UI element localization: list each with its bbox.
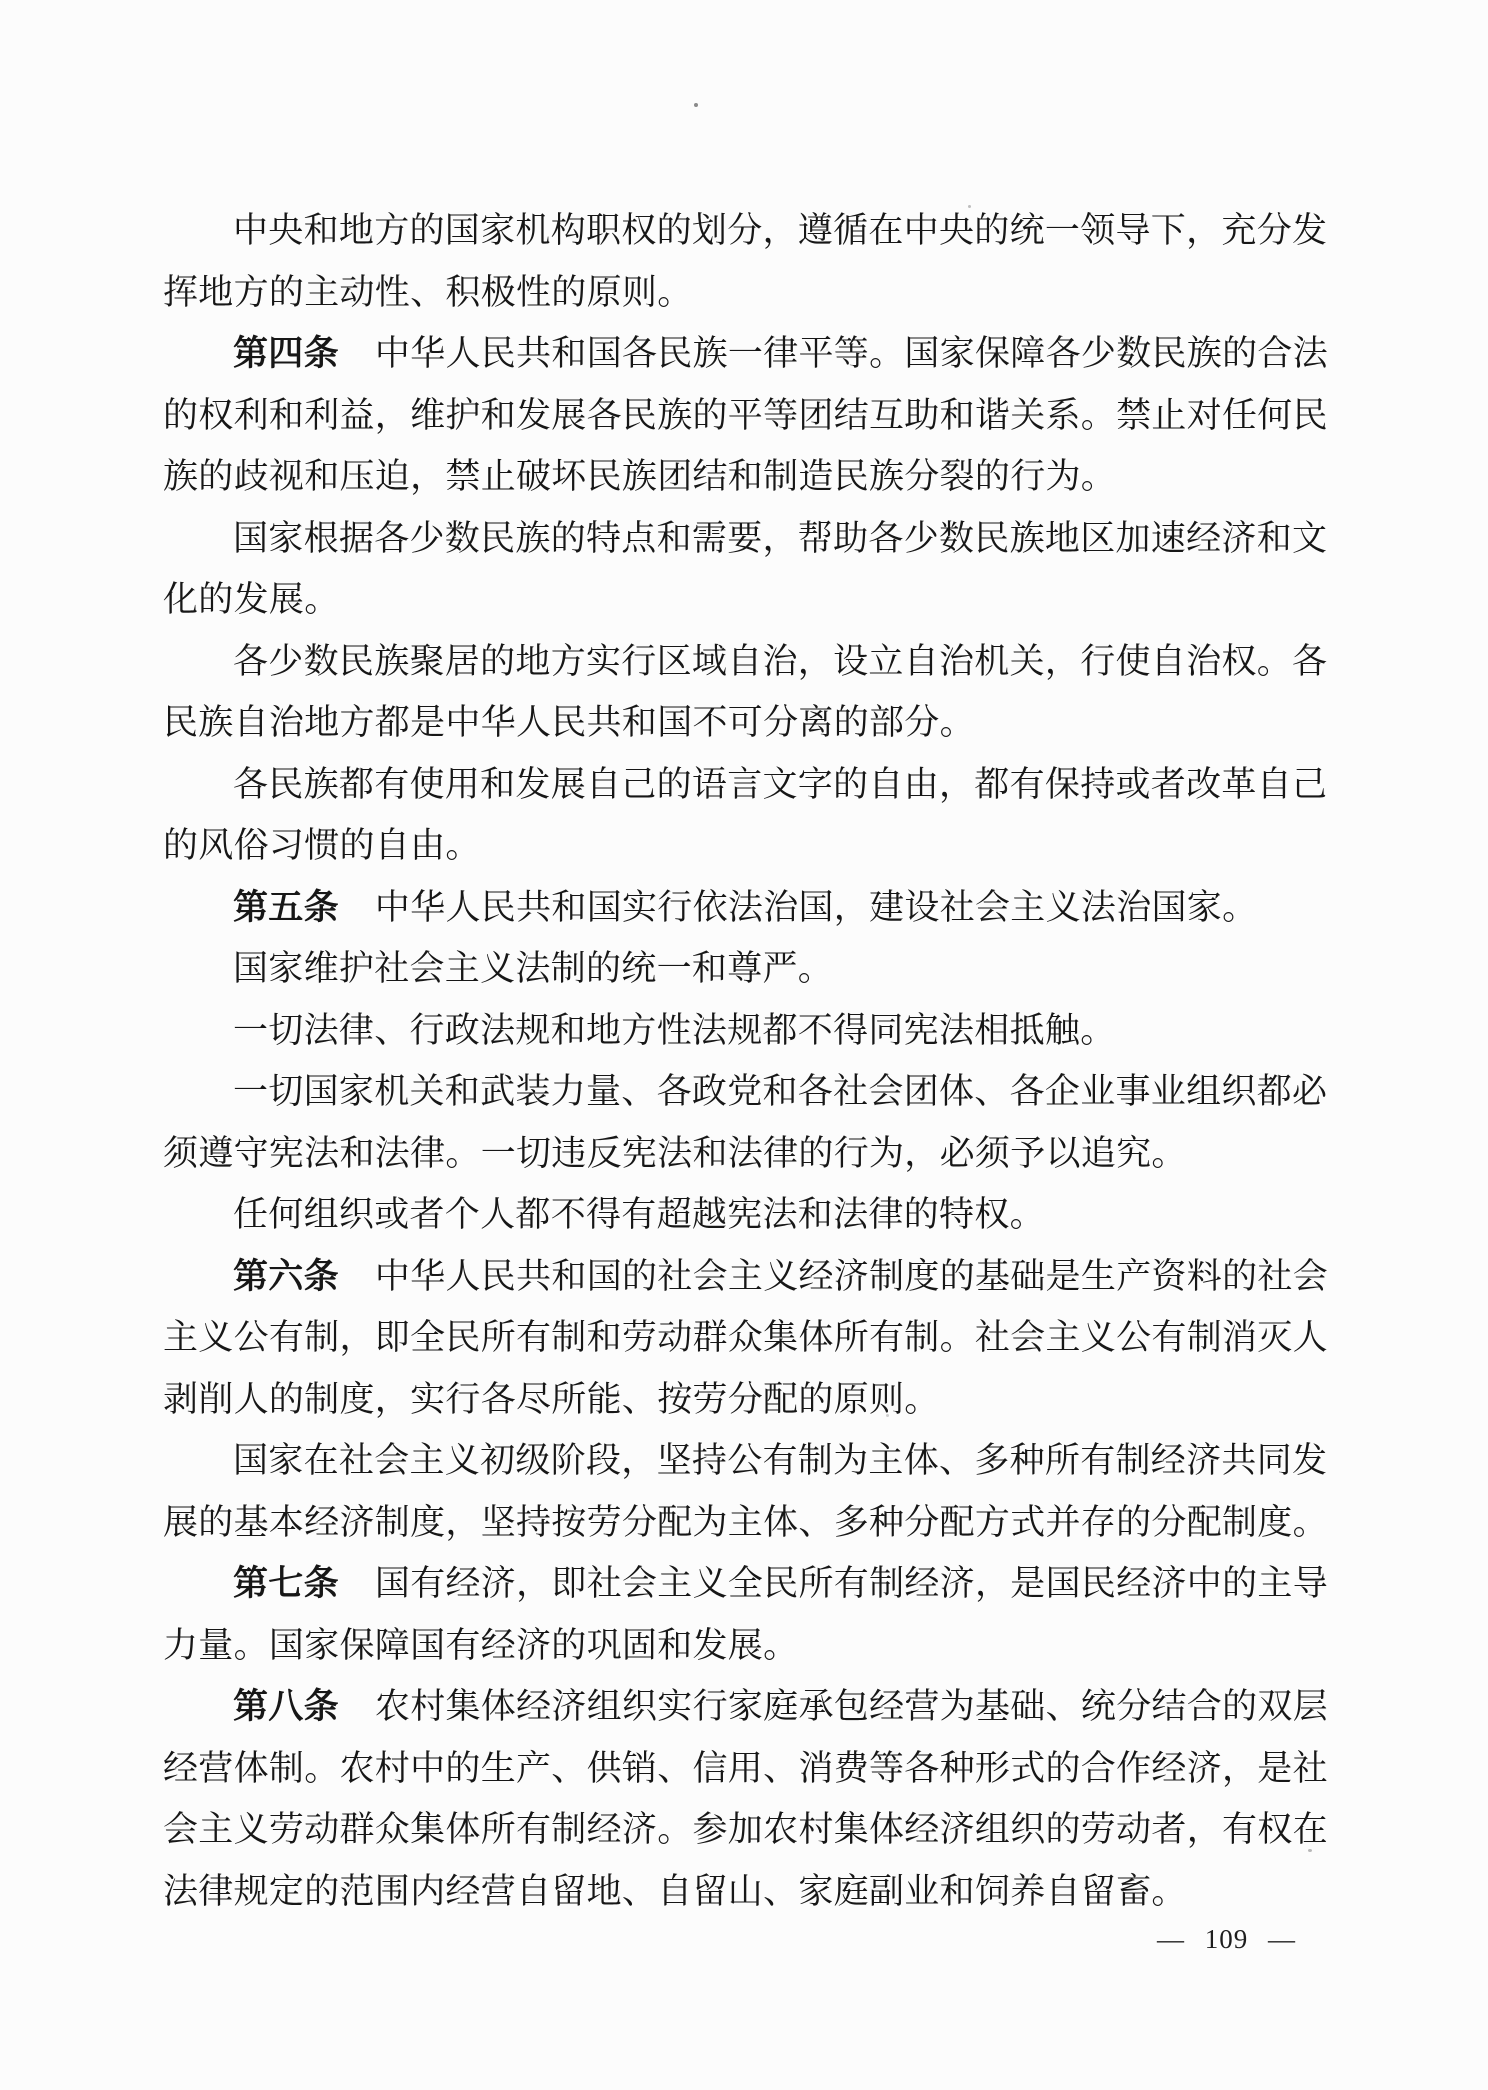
text-line	[163, 1369, 1321, 1431]
line-text: 一切国家机关和武装力量、各政党和各社会团体、各企业事业组织都必	[233, 1072, 1328, 1111]
line-text: 主义公有制，即全民所有制和劳动群众集体所有制。社会主义公有制消灭人	[163, 1318, 1328, 1357]
line-text: 各少数民族聚居的地方实行区域自治，设立自治机关，行使自治权。各	[233, 641, 1328, 681]
text-line	[163, 446, 1321, 508]
line-text: 的权利和利益，维护和发展各民族的平等团结互助和谐关系。禁止对任何民	[163, 395, 1328, 435]
text-line	[163, 262, 1321, 324]
line-text: 经营体制。农村中的生产、供销、信用、消费等各种形式的合作经济，是社	[163, 1748, 1328, 1788]
line-text: 国有经济，即社会主义全民所有制经济，是国民经济中的主导	[374, 1564, 1329, 1603]
article-number: 第六条	[233, 1256, 339, 1296]
text-line	[163, 1430, 1328, 1492]
text-line	[163, 508, 1328, 570]
article-number: 第五条	[233, 887, 339, 927]
text-line	[163, 815, 1321, 877]
text-line	[163, 1738, 1328, 1800]
scan-speck	[694, 103, 698, 107]
text-line	[163, 323, 1329, 385]
line-text: 挥地方的主动性、积极性的原则。	[163, 272, 693, 312]
line-text: 国家维护社会主义法制的统一和尊严。	[233, 949, 834, 988]
line-text: 国家在社会主义初级阶段，坚持公有制为主体、多种所有制经济共同发	[233, 1441, 1328, 1480]
line-text: 化的发展。	[163, 580, 340, 619]
line-text: 须遵守宪法和法律。一切违反宪法和法律的行为，必须予以追究。	[163, 1133, 1187, 1173]
text-line	[163, 631, 1328, 693]
line-text: 国家根据各少数民族的特点和需要，帮助各少数民族地区加速经济和文	[233, 518, 1328, 558]
line-text: 中央和地方的国家机构职权的划分，遵循在中央的统一领导下，充分发	[233, 211, 1328, 250]
text-line	[163, 1676, 1329, 1738]
line-text: 力量。国家保障国有经济的巩固和发展。	[163, 1625, 799, 1665]
line-text: 法律规定的范围内经营自留地、自留山、家庭副业和饲养自留畜。	[163, 1871, 1187, 1911]
article-number: 第八条	[233, 1687, 339, 1726]
article-number: 第七条	[233, 1564, 339, 1603]
page-number: — 109 —	[1157, 1924, 1296, 1954]
line-text: 一切法律、行政法规和地方性法规都不得同宪法相抵触。	[233, 1010, 1116, 1050]
text-line	[163, 1615, 1321, 1677]
line-text: 中华人民共和国的社会主义经济制度的基础是生产资料的社会	[374, 1256, 1329, 1296]
text-line	[163, 1492, 1328, 1554]
line-text: 各民族都有使用和发展自己的语言文字的自由，都有保持或者改革自己	[233, 764, 1328, 804]
line-text: 剥削人的制度，实行各尽所能、按劳分配的原则。	[163, 1379, 940, 1419]
line-text: 展的基本经济制度，坚持按劳分配为主体、多种分配方式并存的分配制度。	[163, 1502, 1328, 1542]
constitution-text-block	[163, 200, 1329, 1922]
text-line	[163, 692, 1321, 754]
line-text: 任何组织或者个人都不得有超越宪法和法律的特权。	[233, 1195, 1045, 1234]
text-line	[163, 1799, 1328, 1861]
text-line	[163, 1307, 1328, 1369]
text-line	[163, 1061, 1328, 1123]
line-text: 中华人民共和国各民族一律平等。国家保障各少数民族的合法	[374, 334, 1329, 373]
text-line	[163, 385, 1328, 447]
line-text: 族的歧视和压迫，禁止破坏民族团结和制造民族分裂的行为。	[163, 457, 1117, 496]
article-number: 第四条	[233, 334, 339, 373]
text-line	[163, 754, 1328, 816]
line-text: 民族自治地方都是中华人民共和国不可分离的部分。	[163, 703, 975, 742]
line-text: 会主义劳动群众集体所有制经济。参加农村集体经济组织的劳动者，有权在	[163, 1810, 1328, 1849]
text-line	[163, 1553, 1329, 1615]
text-line	[163, 569, 1321, 631]
text-line	[163, 1184, 1321, 1246]
text-line	[163, 1123, 1321, 1185]
line-text: 农村集体经济组织实行家庭承包经营为基础、统分结合的双层	[374, 1687, 1329, 1726]
text-line	[163, 200, 1328, 262]
text-line	[163, 877, 1321, 939]
text-line	[163, 1861, 1321, 1923]
text-line	[163, 1000, 1321, 1062]
text-line	[163, 1246, 1329, 1308]
text-line	[163, 938, 1321, 1000]
line-text: 中华人民共和国实行依法治国，建设社会主义法治国家。	[374, 887, 1258, 927]
line-text: 的风俗习惯的自由。	[163, 826, 481, 865]
